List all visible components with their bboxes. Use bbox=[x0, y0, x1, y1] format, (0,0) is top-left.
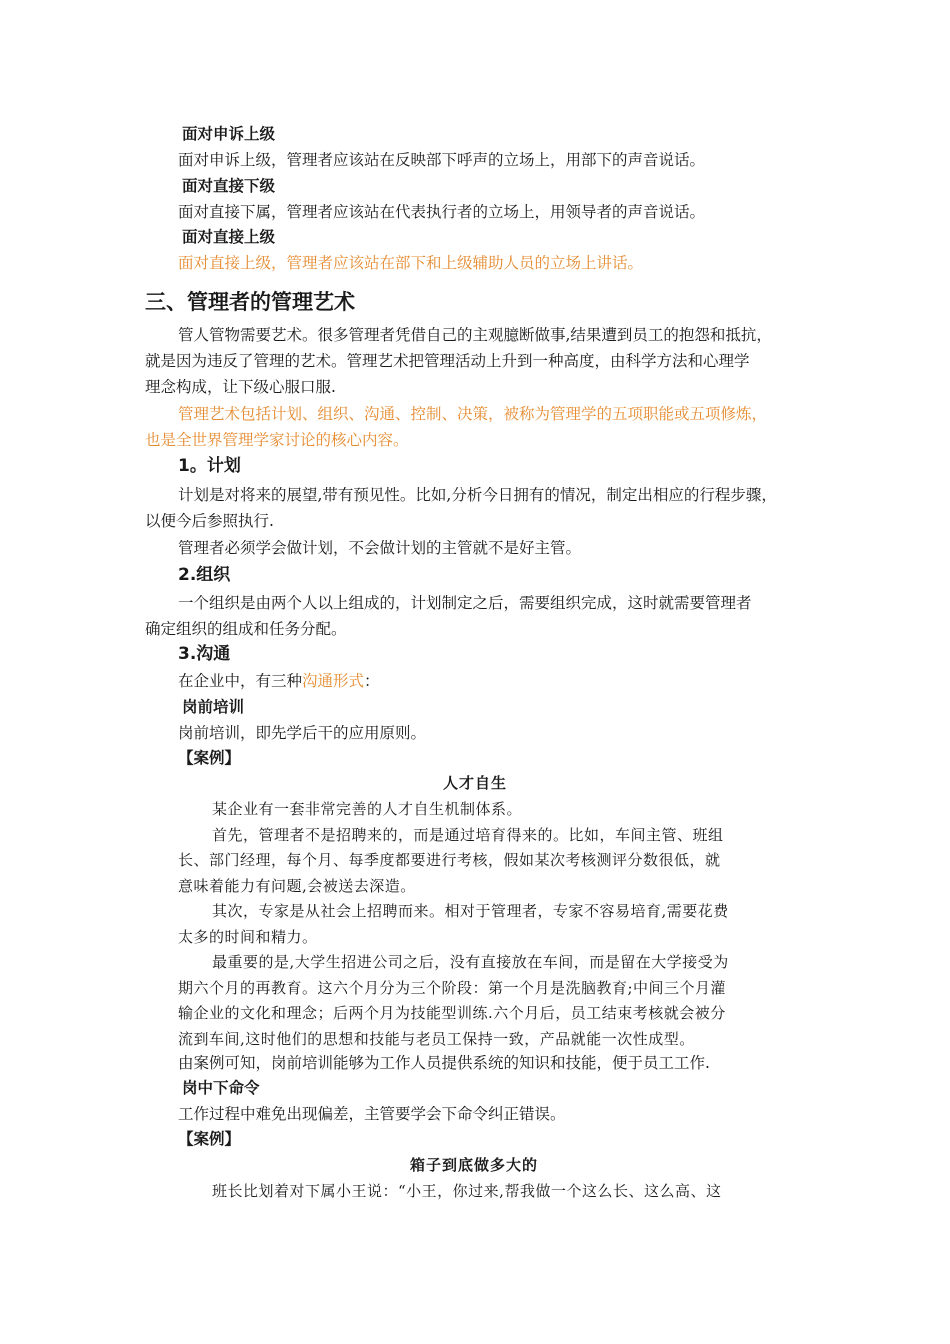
pre-job-training-title: 岗前培训 bbox=[182, 698, 245, 716]
case1-line: 首先，管理者不是招聘来的，而是通过培育得来的。比如，车间主管、班组 bbox=[212, 826, 724, 844]
section-title: 三、管理者的管理艺术 bbox=[145, 290, 355, 314]
heading-direct-subordinate: 面对直接下级 bbox=[182, 177, 276, 195]
intro-line-1: 管人管物需要艺术。很多管理者凭借自己的主观臆断做事,结果遭到员工的抱怨和抵抗， bbox=[178, 326, 772, 344]
communicate-paragraph bbox=[178, 671, 380, 691]
pre-job-training-paragraph: 岗前培训，即先学后干的应用原则。 bbox=[178, 724, 427, 742]
heading-direct-superior: 面对直接上级 bbox=[182, 228, 276, 246]
case1-title: 人才自生 bbox=[443, 774, 508, 792]
paragraph-direct-superior: 面对直接上级，管理者应该站在部下和上级辅助人员的立场上讲话。 bbox=[178, 254, 644, 272]
organize-line-1: 一个组织是由两个人以上组成的，计划制定之后，需要组织完成，这时就需要管理者 bbox=[178, 594, 752, 612]
case1-line: 输企业的文化和理念；后两个月为技能型训练.六个月后，员工结束考核就会被分 bbox=[178, 1004, 726, 1022]
paragraph-direct-subordinate: 面对直接下属，管理者应该站在代表执行者的立场上，用领导者的声音说话。 bbox=[178, 203, 706, 221]
case2-line: 班长比划着对下属小王说：“小王，你过来,帮我做一个这么长、这么高、这 bbox=[212, 1182, 722, 1200]
case1-line: 其次，专家是从社会上招聘而来。相对于管理者，专家不容易培育,需要花费 bbox=[212, 902, 729, 920]
case1-conclusion: 由案例可知，岗前培训能够为工作人员提供系统的知识和技能，便于员工工作. bbox=[178, 1054, 710, 1072]
intro-line-3: 理念构成，让下级心服口服. bbox=[145, 378, 336, 396]
case1-line: 某企业有一套非常完善的人才自生机制体系。 bbox=[212, 800, 523, 818]
communicate-forms-link[interactable]: 沟通形式 bbox=[302, 672, 365, 690]
case1-line: 流到车间,这时他们的思想和技能与老员工保持一致，产品就能一次性成型。 bbox=[178, 1030, 695, 1048]
plan-paragraph-2: 管理者必须学会做计划，不会做计划的主管就不是好主管。 bbox=[178, 539, 582, 557]
case2-title: 箱子到底做多大的 bbox=[410, 1156, 539, 1174]
case-label-2: 【案例】 bbox=[178, 1130, 241, 1148]
communicate-title: 3.沟通 bbox=[178, 644, 231, 664]
case1-line: 长、部门经理，每个月、每季度都要进行考核，假如某次考核测评分数很低，就 bbox=[178, 851, 721, 869]
highlight-line-2: 也是全世界管理学家讨论的核心内容。 bbox=[145, 431, 409, 449]
plan-line-1: 计划是对将来的展望,带有预见性。比如,分析今日拥有的情况，制定出相应的行程步骤， bbox=[178, 486, 777, 504]
mid-job-order-paragraph: 工作过程中难免出现偏差，主管要学会下命令纠正错误。 bbox=[178, 1105, 566, 1123]
case-label-1: 【案例】 bbox=[178, 749, 241, 767]
plan-title: 1。计划 bbox=[178, 456, 241, 476]
communicate-suffix: ： bbox=[364, 672, 380, 690]
organize-line-2: 确定组织的组成和任务分配。 bbox=[145, 620, 347, 638]
plan-line-2: 以便今后参照执行. bbox=[145, 512, 274, 530]
paragraph-appeal-superior: 面对申诉上级，管理者应该站在反映部下呼声的立场上，用部下的声音说话。 bbox=[178, 151, 706, 169]
organize-title: 2.组织 bbox=[178, 565, 231, 585]
case1-line: 意味着能力有问题,会被送去深造。 bbox=[178, 877, 416, 895]
heading-appeal-superior: 面对申诉上级 bbox=[182, 125, 276, 143]
case1-line: 最重要的是,大学生招进公司之后，没有直接放在车间，而是留在大学接受为 bbox=[212, 953, 729, 971]
intro-line-2: 就是因为违反了管理的艺术。管理艺术把管理活动上升到一种高度，由科学方法和心理学 bbox=[145, 352, 750, 370]
case1-line: 期六个月的再教育。这六个月分为三个阶段：第一个月是洗脑教育;中间三个月灌 bbox=[178, 979, 727, 997]
highlight-line-1: 管理艺术包括计划、组织、沟通、控制、决策，被称为管理学的五项职能或五项修炼， bbox=[178, 405, 768, 423]
communicate-prefix: 在企业中，有三种 bbox=[178, 672, 303, 690]
mid-job-order-title: 岗中下命令 bbox=[182, 1079, 260, 1097]
case1-line: 太多的时间和精力。 bbox=[178, 928, 318, 946]
